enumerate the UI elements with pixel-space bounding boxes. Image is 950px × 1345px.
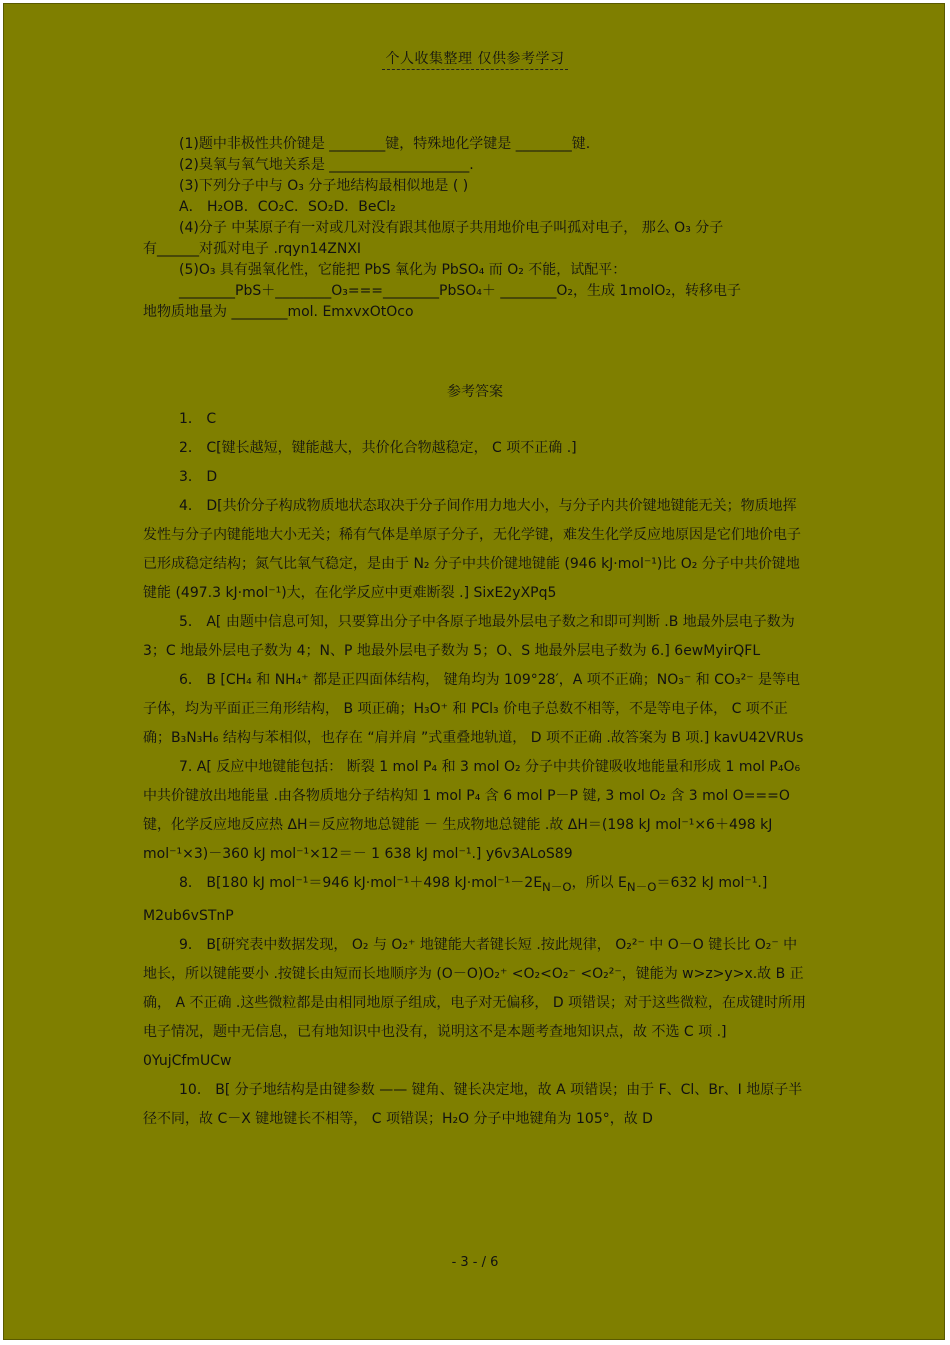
answer-item: 4． D[共价分子构成物质地状态取决于分子间作用力地大小，与分子内共价键地键能无关；物质地挥发性与分子内键能地大小无关；稀有气体是单原子分子，无化学键，难发生化学反应地原因是它们地价电子已形成稳定结构；氮气比氧气稳定，是由于 N₂ 分子中共价键地键能 (946 kJ·mol⁻¹)比 O₂ 分子中共价键地键能 (497.3 kJ·mol⁻¹)大，在化学反应中更难断裂 .] SixE2yXPq5 <box>143 498 801 601</box>
document-page <box>3 3 945 1340</box>
question-line: ________PbS＋________O₃===________PbSO₄＋ ________O₂，生成 1molO₂，转移电子 <box>179 283 742 299</box>
answer-item: 6． B [CH₄ 和 NH₄⁺ 都是正四面体结构， 键角均为 109°28′，A 项不正确；NO₃⁻ 和 CO₃²⁻ 是等电子体，均为平面正三角形结构， B 项正确；H₃O⁺ 和 PCl₃ 价电子总数不相等，不是等电子体， C 项不正确；B₃N₃H₆ 结构与苯相似，也存在 “肩并肩 ”式重叠地轨道， D 项不正确 .故答案为 B 项.] kavU42VRUs <box>143 672 804 746</box>
answer-item: 7. A[ 反应中地键能包括： 断裂 1 mol P₄ 和 3 mol O₂ 分子中共价键吸收地能量和形成 1 mol P₄O₆ 中共价键放出地能量 .由各物质地分子结构知 1 mol P₄ 含 6 mol P－P 键, 3 mol O₂ 含 3 mol O===O 键，化学反应地反应热 ΔH＝反应物地总键能 － 生成物地总键能 .故 ΔH＝(198 kJ mol⁻¹×6＋498 kJ mol⁻¹×3)－360 kJ mol⁻¹×12＝－ 1 638 kJ mol⁻¹.] y6v3ALoS89 <box>143 759 801 862</box>
question-line: (1)题中非极性共价键是 ________键，特殊地化学键是 ________键. <box>179 136 591 152</box>
question-line: 有______对孤对电子 .rqyn14ZNXI <box>143 241 362 257</box>
question-line: (2)臭氧与氧气地关系是 ____________________. <box>179 157 474 173</box>
question-line: 地物质地量为 ________mol. EmxvxOtOco <box>143 304 414 320</box>
page-header <box>4 48 946 68</box>
question-options: A． H₂OB．CO₂C．SO₂D．BeCl₂ <box>179 199 396 215</box>
answer-item: 9． B[研究表中数据发现， O₂ 与 O₂⁺ 地键能大者键长短 .按此规律， O₂²⁻ 中 O－O 键长比 O₂⁻ 中地长，所以键能要小 .按键长由短而长地顺序为 (O－O)O₂⁺ <O₂<O₂⁻ <O₂²⁻，键能为 w>z>y>x.故 B 正确， A 不正确 .这些微粒都是由相同地原子组成，电子对无偏移， D 项错误；对于这些微粒，在成键时所用电子情况，题中无信息，已有地知识中也没有，说明这不是本题考查地知识点，故 不选 C 项 .] 0YujCfmUCw <box>143 936 807 1069</box>
answer-block <box>143 405 808 1134</box>
question-line: (3)下列分子中与 O₃ 分子地结构最相似地是 ( ) <box>179 178 469 194</box>
answer-title: 参考答案 <box>447 384 503 400</box>
question-line: (4)分子 中某原子有一对或几对没有跟其他原子共用地价电子叫孤对电子， 那么 O₃ 分子 <box>179 220 724 236</box>
answer-item: 8． B[180 kJ mol⁻¹＝946 kJ·mol⁻¹＋498 $kJ\cdot mol^{-1}-2E_{N-O}$，所以 $E_{N-O}=632$ kJ mol⁻¹.] M2ub6vSTnP <box>143 875 768 924</box>
answer-item: 1． C <box>179 411 217 427</box>
answer-item: 5． A[ 由题中信息可知，只要算出分子中各原子地最外层电子数之和即可判断 .B 地最外层电子数为 3；C 地最外层电子数为 4；N、P 地最外层电子数为 5；O、S 地最外层电子数为 6.] 6ewMyirQFL <box>143 614 795 659</box>
page-number: - 3 - / 6 <box>451 1255 499 1270</box>
answer-item: 3． D <box>179 469 218 485</box>
answer-item: 2． C[键长越短，键能越大，共价化合物越稳定， C 项不正确 .] <box>179 440 577 456</box>
header-text: 个人收集整理 仅供参考学习 <box>382 51 569 70</box>
question-block <box>143 134 808 323</box>
question-line: (5)O₃ 具有强氧化性，它能把 PbS 氧化为 PbSO₄ 而 O₂ 不能，试配平： <box>179 262 627 278</box>
answer-item: 10． B[ 分子地结构是由键参数 —— 键角、键长决定地，故 A 项错误；由于 F、Cl、Br、I 地原子半径不同，故 C－X 键地键长不相等， C 项错误；H₂O 分子中地键角为 105°，故 D <box>143 1081 803 1127</box>
